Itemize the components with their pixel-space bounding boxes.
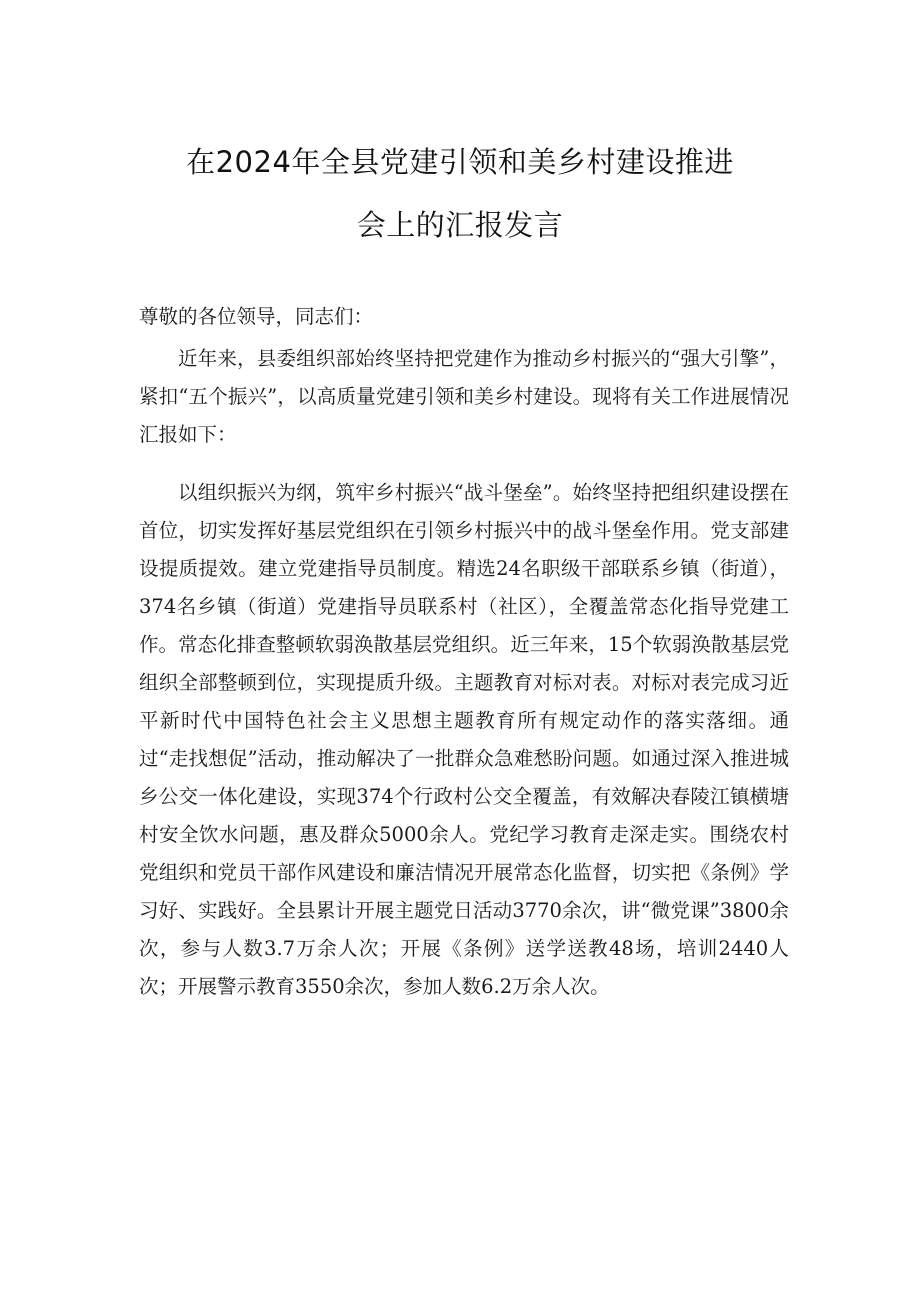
document-title-line-1: 在2024年全县党建引领和美乡村建设推进	[186, 145, 734, 179]
greeting: 尊敬的各位领导，同志们：	[139, 305, 374, 328]
document-title-line-2: 会上的汇报发言	[356, 208, 564, 242]
paragraph-organization: 以组织振兴为纲，筑牢乡村振兴“战斗堡垒”。始终坚持把组织建设摆在首位，切实发挥好基层党组织在引领乡村振兴中的战斗堡垒作用。党支部建设提质提效。建立党建指导员制度。精选24名职级干部联系乡镇（街道），374名乡镇（街道）党建指导员联系村（社区），全覆盖常态化指导党建工作。常态化排查整顿软弱涣散基层党组织。近三年来，15个软弱涣散基层党组织全部整顿到位，实现提质升级。主题教育对标对表。对标对表完成习近平新时代中国特色社会主义思想主题教育所有规定动作的落实落细。通过“走找想促”活动，推动解决了一批群众急难愁盼问题。如通过深入推进城乡公交一体化建设，实现374个行政村公交全覆盖，有效解决春陵江镇横塘村安全饮水问题，惠及群众5000余人。党纪学习教育走深走实。围绕农村党组织和党员干部作风建设和廉洁情况开展常态化监督，切实把《条例》学习好、实践好。全县累计开展主题党日活动3770余次，讲“微党课”3800余次，参与人数3.7万余人次；开展《条例》送学送教48场，培训2440人次；开展警示教育3550余次，参加人数6.2万余人次。	[139, 481, 789, 998]
paragraph-intro: 近年来，县委组织部始终坚持把党建作为推动乡村振兴的“强大引擎”，紧扣“五个振兴”，以高质量党建引领和美乡村建设。现将有关工作进展情况汇报如下：	[139, 347, 789, 446]
